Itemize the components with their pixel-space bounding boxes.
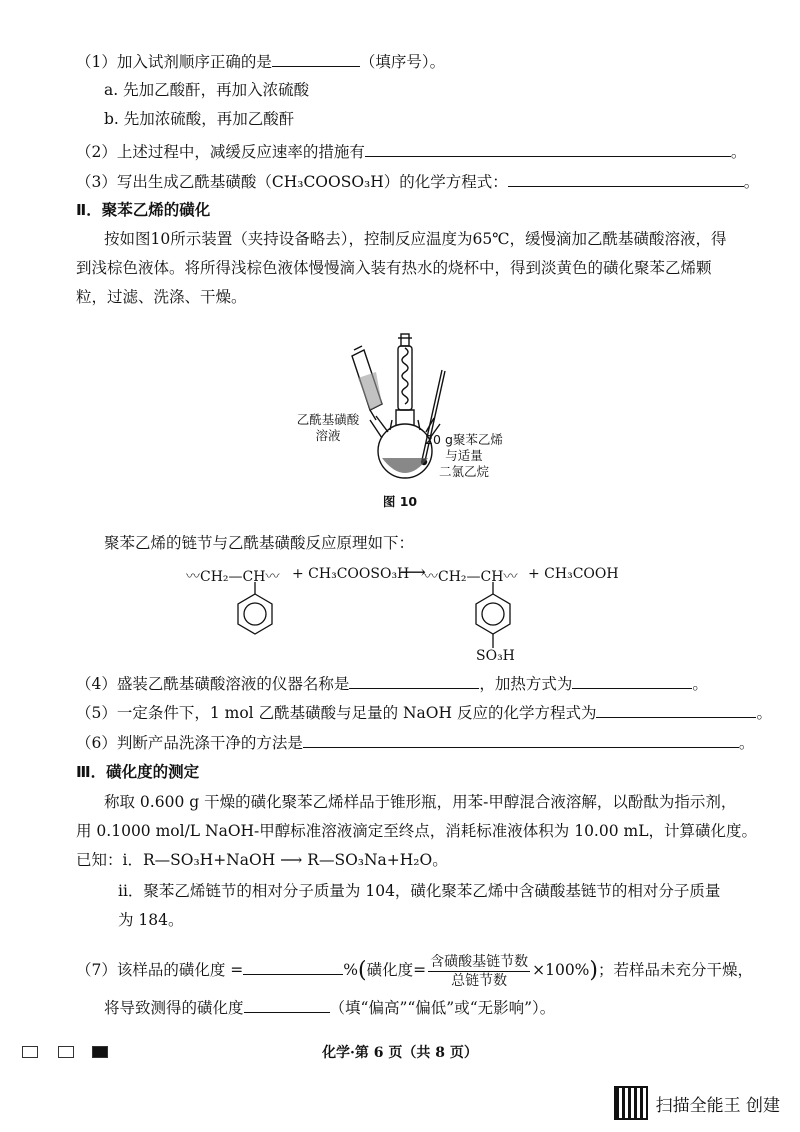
q4-line <box>76 672 708 695</box>
known-i-line <box>76 849 448 871</box>
q4-answer-blank-2[interactable] <box>572 672 692 689</box>
q6-prefix: （6）判断产品洗涤干净的方法是 <box>76 734 303 752</box>
q3-line <box>76 170 759 193</box>
fraction-denominator: 总链节数 <box>451 972 508 989</box>
known-ii-line2: 为 184。 <box>118 911 184 929</box>
q7-percent: % <box>343 961 359 979</box>
qr-code-icon <box>614 1086 648 1120</box>
q2-suffix: 。 <box>730 143 747 161</box>
q1-line <box>76 50 445 73</box>
q5-line <box>76 701 772 724</box>
q7-prefix: （7）该样品的磺化度 = <box>76 961 244 979</box>
figure-label-right <box>418 432 510 480</box>
q6-answer-blank[interactable] <box>303 731 739 748</box>
reaction-arrow: ⟶ <box>400 562 426 583</box>
q7-answer-blank-2[interactable] <box>244 996 330 1013</box>
q2-answer-blank[interactable] <box>365 140 731 157</box>
sulfonation-fraction <box>428 953 530 990</box>
q7-paren-open: ( <box>358 958 367 983</box>
q6-suffix: 。 <box>738 734 755 752</box>
watermark-text: 扫描全能王 创建 <box>655 1095 780 1116</box>
q5-suffix: 。 <box>756 704 772 722</box>
figure-caption: 图 10 <box>382 494 418 509</box>
benzene-ring-reactant <box>230 582 280 638</box>
q5-answer-blank[interactable] <box>596 701 756 718</box>
q1-option-b: b. 先加浓硫酸，再加乙酸酐 <box>104 110 295 128</box>
known-ii-line1: ⅱ．聚苯乙烯链节的相对分子质量为 104，磺化聚苯乙烯中含磺酸基链节的相对分子质量 <box>118 882 721 900</box>
reagent: + CH₃COOSO₃H <box>292 566 410 582</box>
q7-line2 <box>104 996 555 1019</box>
known-label: 已知： <box>76 851 123 869</box>
product-left: 〰CH₂—CH〰 <box>424 569 518 585</box>
figure-label-left-line2: 溶液 <box>315 428 341 443</box>
section2-paragraph-line2: 到浅棕色液体。将所得浅棕色液体慢慢滴入装有热水的烧杯中，得到淡黄色的磺化聚苯乙烯颗 <box>76 259 712 277</box>
q6-line <box>76 731 754 754</box>
figure-label-right-line3: 二氯乙烷 <box>438 464 489 479</box>
q7-formula-right: ×100% <box>532 961 590 979</box>
q1-suffix: （填序号）。 <box>359 53 446 71</box>
q3-prefix: （3）写出生成乙酰基磺酸（CH₃COOSO₃H）的化学方程式： <box>76 173 508 191</box>
reactant-left: 〰CH₂—CH〰 <box>186 569 280 585</box>
section2-paragraph-line1: 按如图10所示装置（夹持设备略去），控制反应温度为65℃，缓慢滴加乙酰基磺酸溶液，得 <box>104 230 727 248</box>
q2-line <box>76 140 746 163</box>
byproduct: + CH₃COOH <box>528 566 619 582</box>
section3-paragraph-line2: 用 0.1000 mol/L NaOH-甲醇标准溶液滴定至终点，消耗标准液体积为 10.00 mL，计算磺化度。 <box>76 822 758 840</box>
section3-paragraph-line1: 称取 0.600 g 干燥的磺化聚苯乙烯样品于锥形瓶，用苯-甲醇混合液溶解，以酚酞为指示剂， <box>104 793 737 811</box>
q3-suffix: 。 <box>743 173 760 191</box>
q7-after: ；若样品未充分干燥， <box>598 961 754 979</box>
q4-prefix: （4）盛装乙酰基磺酸溶液的仪器名称是 <box>76 675 350 693</box>
scanner-watermark <box>614 1086 780 1120</box>
fraction-numerator: 含磺酸基链节数 <box>430 953 529 970</box>
q4-answer-blank-1[interactable] <box>349 672 479 689</box>
figure-label-right-line2: 与适量 <box>445 448 483 463</box>
sulfonic-group: SO₃H <box>476 648 515 664</box>
q7-line2-suffix: （填“偏高”“偏低”或“无影响”）。 <box>329 999 556 1017</box>
q1-option-a: a. 先加乙酸酐，再加入浓硫酸 <box>104 81 310 99</box>
q4-middle: ，加热方式为 <box>479 675 573 693</box>
q1-answer-blank[interactable] <box>272 50 360 67</box>
figure-label-left <box>283 412 373 444</box>
principle-intro: 聚苯乙烯的链节与乙酰基磺酸反应原理如下： <box>104 534 415 552</box>
q3-answer-blank[interactable] <box>508 170 744 187</box>
q4-suffix: 。 <box>692 675 708 693</box>
q7-line2-prefix: 将导致测得的磺化度 <box>104 999 244 1017</box>
q7-answer-blank-1[interactable] <box>243 958 343 975</box>
q1-prefix: （1）加入试剂顺序正确的是 <box>76 53 272 71</box>
q2-prefix: （2）上述过程中，减缓反应速率的措施有 <box>76 143 365 161</box>
page-footer: 化学·第 6 页（共 8 页） <box>322 1045 478 1061</box>
q7-paren-close: ) <box>589 958 599 983</box>
q7-line <box>76 948 753 993</box>
figure-label-right-line1: 20 g聚苯乙烯 <box>425 432 503 447</box>
known-i: ⅰ．R—SO₃H+NaOH ⟶ R—SO₃Na+H₂O。 <box>122 851 448 869</box>
section2-heading: Ⅱ．聚苯乙烯的磺化 <box>76 201 211 219</box>
q5-prefix: （5）一定条件下，1 mol 乙酰基磺酸与足量的 NaOH 反应的化学方程式为 <box>76 704 597 722</box>
q7-formula-left: 磺化度= <box>366 961 427 979</box>
section3-heading: Ⅲ．磺化度的测定 <box>76 763 200 781</box>
benzene-ring-product <box>468 582 518 650</box>
section2-paragraph-line3: 粒，过滤、洗涤、干燥。 <box>76 288 247 306</box>
figure-label-left-line1: 乙酰基磺酸 <box>296 412 360 427</box>
